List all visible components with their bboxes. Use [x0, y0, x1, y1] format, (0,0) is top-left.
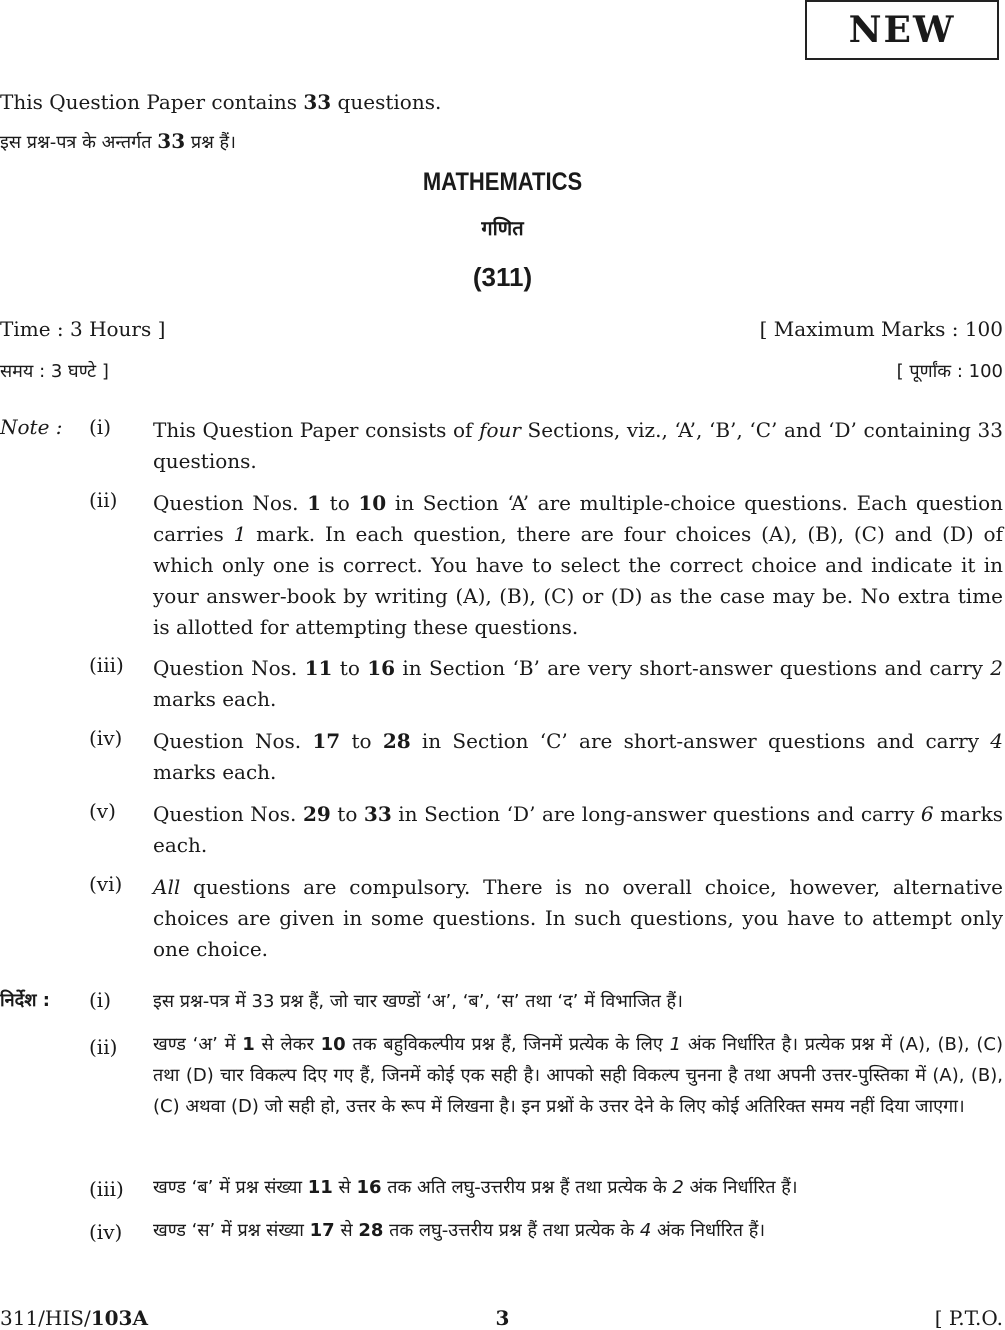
nirdesh-item: खण्ड ‘ब’ में प्रश्न संख्या 11 से 16 तक अति लघु-उत्तरीय प्रश्न हैं तथा प्रत्येक के 2 अंक निर्धारित हैं।: [153, 1177, 798, 1198]
nirdesh-number: (iv): [89, 1220, 123, 1244]
question-count-hi-number: 33: [157, 129, 186, 153]
note-item: This Question Paper consists of four Sections, viz., ‘A’, ‘B’, ‘C’ and ‘D’ containing 33 questions.: [153, 418, 1003, 473]
max-marks-hi: [ पूर्णांक : 100: [896, 361, 1003, 382]
time-hi: समय : 3 घण्टे ]: [0, 361, 109, 382]
time-en: Time : 3 Hours ]: [0, 317, 166, 341]
question-count-hi-post: प्रश्न हैं।: [185, 132, 236, 153]
nirdesh-item: खण्ड ‘स’ में प्रश्न संख्या 17 से 28 तक लघु-उत्तरीय प्रश्न हैं तथा प्रत्येक के 4 अंक निर्धारित हैं।: [153, 1220, 766, 1241]
question-count-en-number: 33: [303, 90, 332, 114]
note-label: Note :: [0, 415, 63, 439]
nirdesh-label: निर्देश :: [0, 990, 50, 1011]
note-number: (iv): [89, 726, 123, 750]
nirdesh-number: (ii): [89, 1035, 118, 1059]
note-number: (i): [89, 415, 112, 439]
nirdesh-number: (iii): [89, 1177, 124, 1201]
pto-label: [ P.T.O.: [934, 1306, 1003, 1330]
subject-code: (311): [472, 262, 533, 292]
note-number: (v): [89, 799, 116, 823]
question-count-en-pre: This Question Paper contains: [0, 90, 304, 114]
subject-title-hi: गणित: [481, 216, 524, 240]
note-item: Question Nos. 1 to 10 in Section ‘A’ are multiple-choice questions. Each question carries 1 mark. In each question, there are four choices (A), (B), (C) and (D) of which only one is correct. You have to select the correct choice and indicate it in your answer-book by writing (A), (B), (C) or (D) as the case may be. No extra time is allotted for attempting these questions.: [153, 491, 1003, 639]
nirdesh-item: इस प्रश्न-पत्र में 33 प्रश्न हैं, जो चार खण्डों ‘अ’, ‘ब’, ‘स’ तथा ‘द’ में विभाजित हैं।: [153, 991, 683, 1012]
question-count-en-post: questions.: [331, 90, 442, 114]
note-item: Question Nos. 17 to 28 in Section ‘C’ are short-answer questions and carry 4 marks each.: [153, 729, 1004, 784]
paper-code: 311/HIS/103A: [0, 1306, 148, 1330]
nirdesh-number: (i): [89, 988, 112, 1012]
question-count-hi-pre: इस प्रश्न-पत्र के अन्तर्गत: [0, 132, 158, 153]
page-number: 3: [495, 1306, 510, 1330]
question-count-en: [0, 90, 441, 114]
note-item: All questions are compulsory. There is no overall choice, however, alternative choices are given in some questions. In such questions, you have to attempt only one choice.: [153, 875, 1003, 961]
note-item: Question Nos. 11 to 16 in Section ‘B’ are very short-answer questions and carry 2 marks each.: [153, 656, 1004, 711]
max-marks-en: [ Maximum Marks : 100: [759, 317, 1003, 341]
note-number: (ii): [89, 488, 118, 512]
new-badge: NEW: [805, 0, 999, 60]
question-count-hi: [0, 129, 236, 154]
note-number: (iii): [89, 653, 124, 677]
note-number: (vi): [89, 872, 123, 896]
subject-title-en: MATHEMATICS: [422, 168, 583, 196]
note-item: Question Nos. 29 to 33 in Section ‘D’ are long-answer questions and carry 6 marks each.: [153, 802, 1003, 857]
nirdesh-item: खण्ड ‘अ’ में 1 से लेकर 10 तक बहुविकल्पीय प्रश्न हैं, जिनमें प्रत्येक के लिए 1 अंक निर्धारित है। प्रत्येक प्रश्न में (A), (B), (C) तथा (D) चार विकल्प दिए गए हैं, जिनमें कोई एक सही है। आपको सही विकल्प चुनना है तथा अपनी उत्तर-पुस्तिका में (A), (B), (C) अथवा (D) जो सही हो, उत्तर के रूप में लिखना है। इन प्रश्नों के उत्तर देने के लिए कोई अतिरिक्त समय नहीं दिया जाएगा।: [153, 1034, 1003, 1117]
